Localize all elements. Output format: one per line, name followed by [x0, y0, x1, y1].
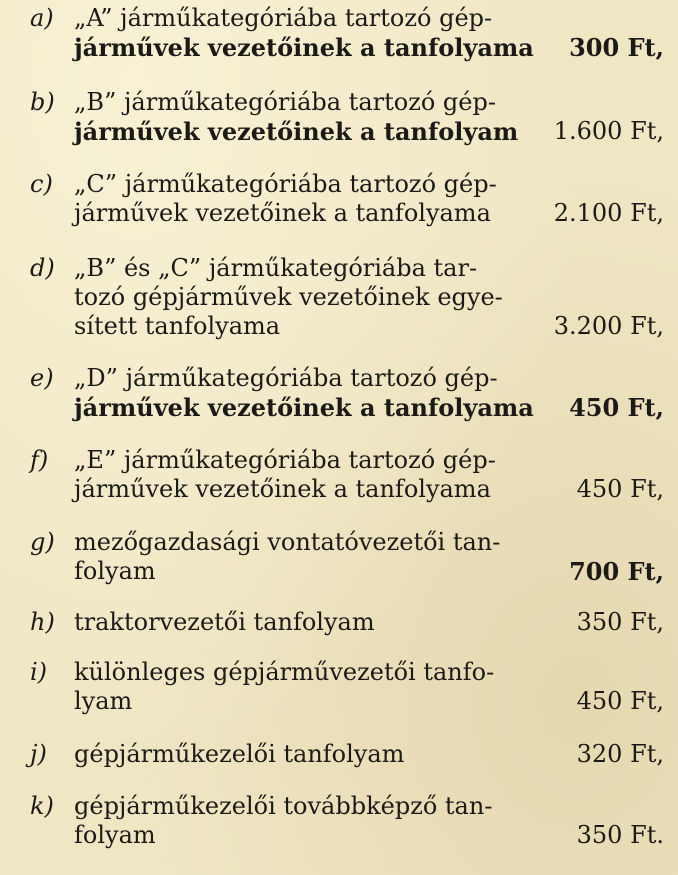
item-amount: 320 Ft,: [576, 740, 664, 768]
item-text-line: járművek vezetőinek a tanfolyama: [74, 475, 491, 503]
item-amount: 300 Ft,: [569, 33, 664, 62]
item-text-line: folyam: [74, 557, 156, 585]
item-label: a): [30, 4, 54, 32]
item-label: g): [30, 528, 55, 556]
item-label: e): [30, 364, 54, 392]
item-amount: 450 Ft,: [576, 475, 664, 503]
item-text-line: járművek vezetőinek a tanfolyama: [74, 199, 491, 227]
fee-item-b: [30, 88, 670, 146]
item-label: c): [30, 170, 53, 198]
item-text-line: tozó gépjárművek vezetőinek egye-: [74, 283, 503, 311]
item-text-line: „B” és „C” járműkategóriába tar-: [74, 254, 478, 282]
item-text-line: „C” járműkategóriába tartozó gép-: [74, 170, 497, 198]
item-amount: 700 Ft,: [569, 557, 664, 586]
fee-item-d: [30, 254, 670, 341]
fee-item-a: [30, 4, 670, 62]
item-amount: 350 Ft,: [576, 608, 664, 636]
fee-item-e: [30, 364, 670, 422]
item-text-line: gépjárműkezelői továbbképző tan-: [74, 792, 493, 820]
item-amount: 450 Ft,: [576, 687, 664, 715]
item-text-line: „A” járműkategóriába tartozó gép-: [74, 4, 493, 32]
item-label: f): [30, 446, 49, 474]
item-label: b): [30, 88, 55, 116]
item-text-line: járművek vezetőinek a tanfolyam: [74, 117, 519, 146]
item-amount: 3.200 Ft,: [553, 312, 664, 340]
fee-item-k: [30, 792, 670, 850]
item-text-line: „D” járműkategóriába tartozó gép-: [74, 364, 498, 392]
fee-item-j: [30, 740, 670, 769]
item-text-line: „B” járműkategóriába tartozó gép-: [74, 88, 496, 116]
item-text-line: mezőgazdasági vontatóvezetői tan-: [74, 528, 501, 556]
fee-item-c: [30, 170, 670, 228]
item-text-line: lyam: [74, 687, 133, 715]
item-text-line: „E” járműkategóriába tartozó gép-: [74, 446, 496, 474]
item-label: j): [30, 740, 47, 768]
item-text-line: gépjárműkezelői tanfolyam: [74, 740, 405, 768]
fee-item-h: [30, 608, 670, 637]
item-text-line: járművek vezetőinek a tanfolyama: [74, 393, 534, 422]
fee-item-g: [30, 528, 670, 586]
item-text-line: traktorvezetői tanfolyam: [74, 608, 375, 636]
item-text-line: sített tanfolyama: [74, 312, 281, 340]
item-text-line: járművek vezetőinek a tanfolyama: [74, 33, 534, 62]
item-label: d): [30, 254, 55, 282]
item-amount: 450 Ft,: [569, 393, 664, 422]
item-text-line: folyam: [74, 821, 156, 849]
item-label: h): [30, 608, 55, 636]
item-label: k): [30, 792, 54, 820]
item-amount: 1.600 Ft,: [553, 117, 664, 145]
item-amount: 350 Ft.: [576, 821, 664, 849]
item-amount: 2.100 Ft,: [553, 199, 664, 227]
item-label: i): [30, 658, 48, 686]
fee-item-i: [30, 658, 670, 716]
fee-item-f: [30, 446, 670, 504]
item-text-line: különleges gépjárművezetői tanfo-: [74, 658, 495, 686]
